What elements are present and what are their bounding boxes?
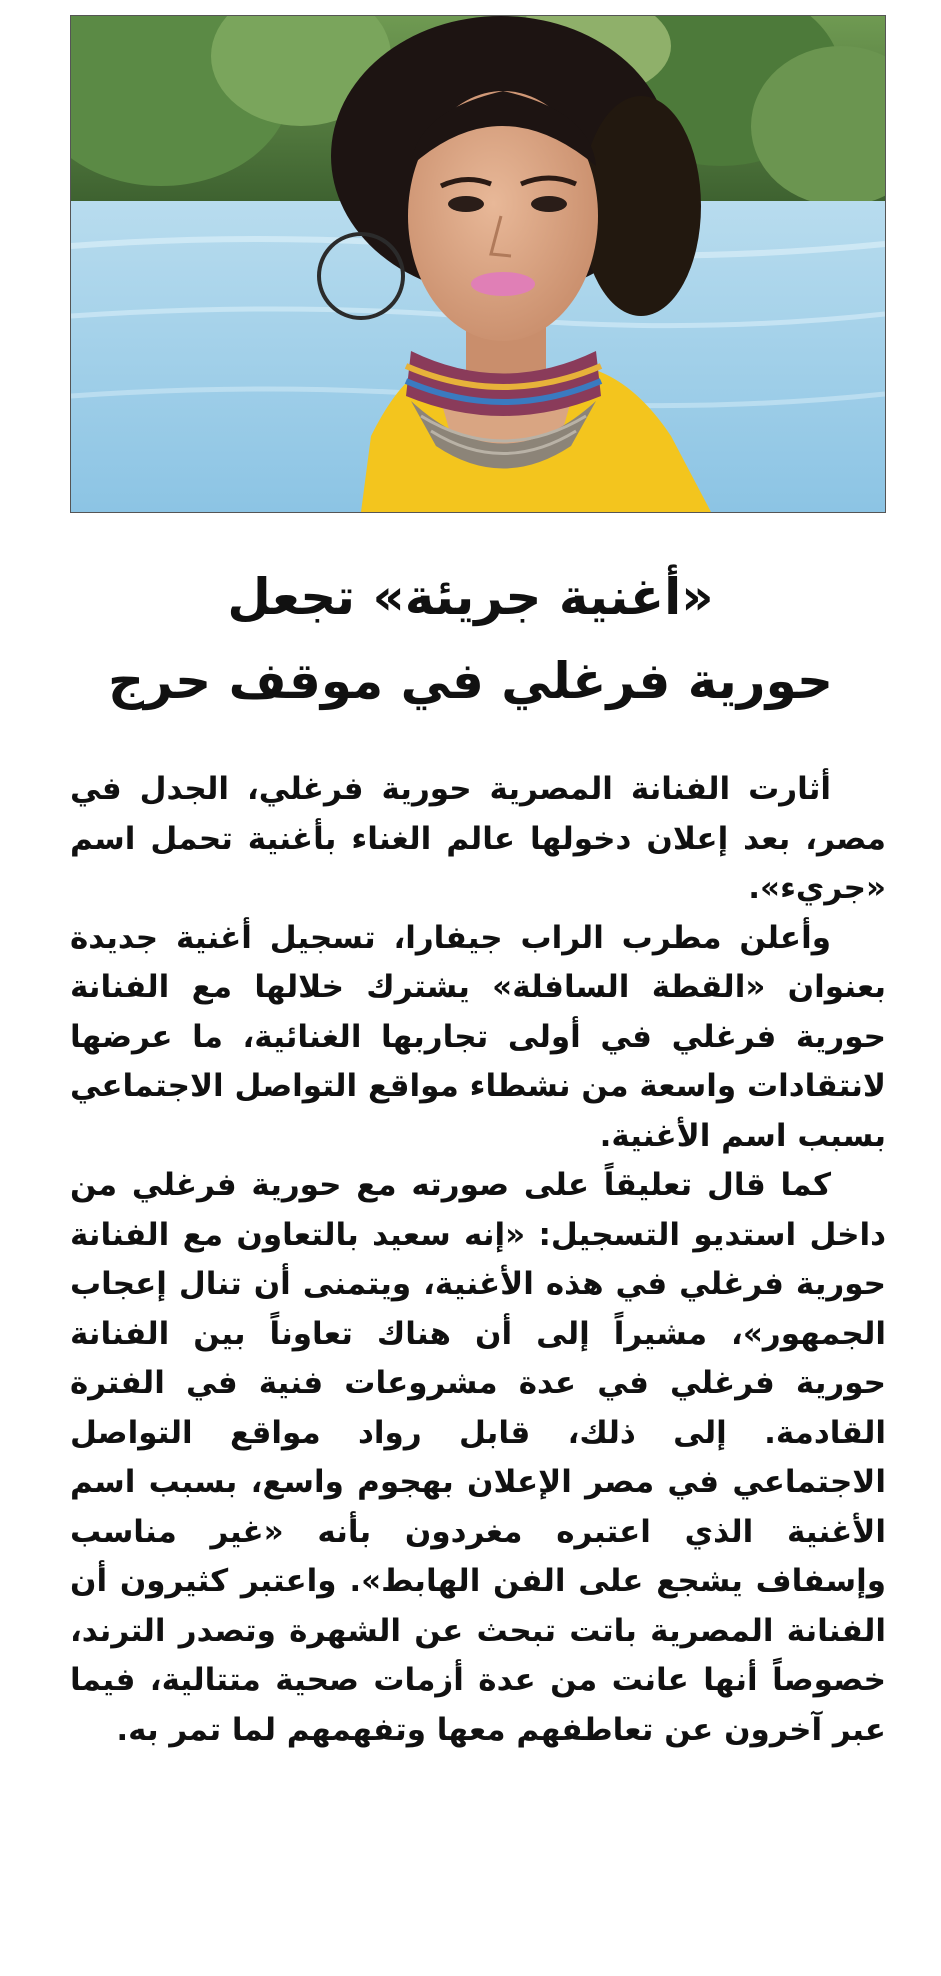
- headline-line-1: «أغنية جريئة» تجعل: [227, 568, 714, 626]
- article-paragraph-1: أثارت الفنانة المصرية حورية فرغلي، الجدل في مصر، بعد إعلان دخولها عالم الغناء بأغنية تحمل اسم «جريء».: [70, 771, 886, 906]
- article-headline: [40, 555, 901, 723]
- article-paragraph-3: كما قال تعليقاً على صورته مع حورية فرغلي من داخل استديو التسجيل: «إنه سعيد بالتعاون مع الفنانة حورية فرغلي في هذه الأغنية، ويتمنى أن تنال إعجاب الجمهور»، مشيراً إلى أن هناك تعاوناً بين الفنانة حورية فرغلي في عدة مشروعات فنية في الفترة القادمة. إلى ذلك، قابل رواد مواقع التواصل الاجتماعي في مصر الإعلان بهجوم واسع، بسبب اسم الأغنية الذي اعتبره مغردون بأنه «غير مناسب وإسفاف يشجع على الفن الهابط». واعتبر كثيرون أن الفنانة المصرية باتت تبحث عن الشهرة وتصدر الترند، خصوصاً أنها عانت من عدة أزمات صحية متتالية، فيما عبر آخرون عن تعاطفهم معها وتفهمهم لما تمر به.: [70, 1167, 886, 1748]
- article-paragraph-2: وأعلن مطرب الراب جيفارا، تسجيل أغنية جديدة بعنوان «القطة السافلة» يشترك خلالها مع الفنانة حورية فرغلي في أولى تجاربها الغنائية، ما عرضها لانتقادات واسعة من نشطاء مواقع التواصل الاجتماعي بسبب اسم الأغنية.: [70, 919, 886, 1154]
- article-photo: [70, 15, 886, 513]
- portrait-image: [71, 16, 885, 512]
- headline-line-2: حورية فرغلي في موقف حرج: [108, 652, 833, 710]
- article-body: [70, 765, 886, 1755]
